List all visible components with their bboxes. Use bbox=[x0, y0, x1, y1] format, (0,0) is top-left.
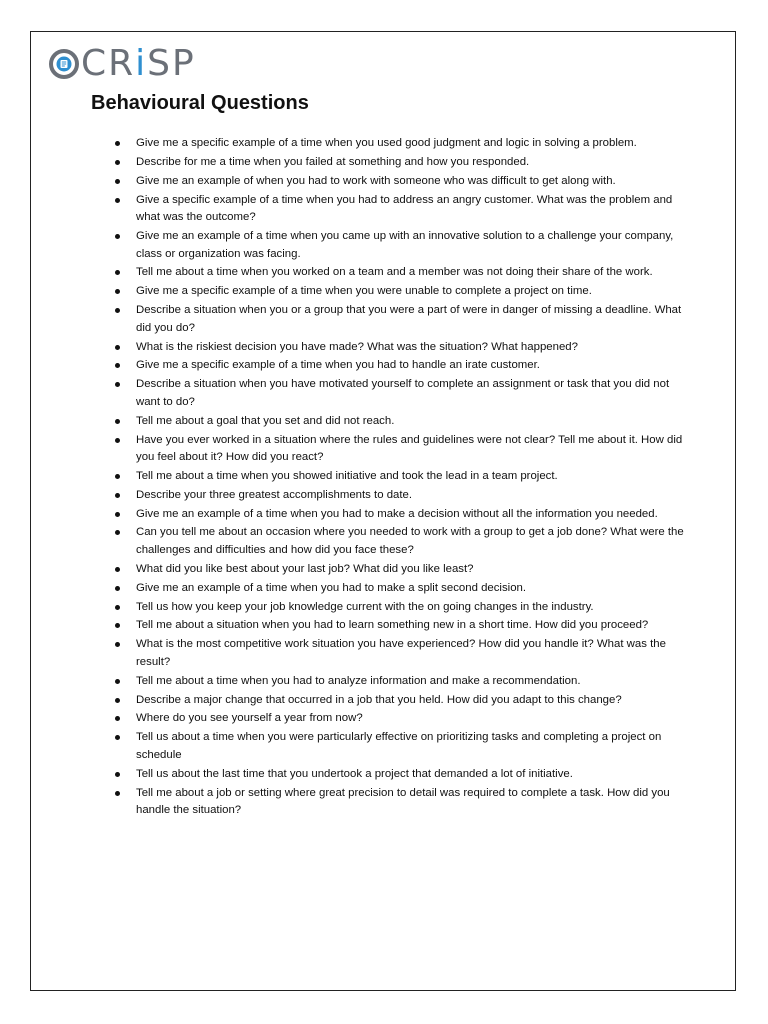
list-item: Can you tell me about an occasion where you needed to work with a group to get a job done? What were the challenges and difficulties and how did you face these? bbox=[136, 524, 684, 559]
list-item: Give me an example of a time when you came up with an innovative solution to a challenge your company, class or organization was facing. bbox=[136, 228, 684, 263]
list-item: Tell us about the last time that you undertook a project that demanded a lot of initiative. bbox=[136, 766, 684, 784]
list-item: Give me an example of a time when you had to make a decision without all the information you needed. bbox=[136, 506, 684, 524]
list-item: Describe a major change that occurred in a job that you held. How did you adapt to this change? bbox=[136, 692, 684, 710]
logo-text-i: i bbox=[135, 43, 148, 84]
list-item: Give me a specific example of a time when you had to handle an irate customer. bbox=[136, 357, 684, 375]
list-item: Have you ever worked in a situation where the rules and guidelines were not clear? Tell me about it. How did you feel about it? How did you react? bbox=[136, 432, 684, 467]
list-item: Where do you see yourself a year from now? bbox=[136, 710, 684, 728]
list-item: Tell me about a time when you worked on a team and a member was not doing their share of the work. bbox=[136, 264, 684, 282]
page-title: Behavioural Questions bbox=[91, 92, 309, 114]
list-item: Tell me about a time when you had to analyze information and make a recommendation. bbox=[136, 673, 684, 691]
document-page bbox=[30, 31, 736, 991]
crisp-logo-icon bbox=[49, 49, 79, 79]
list-item: Describe for me a time when you failed at something and how you responded. bbox=[136, 154, 684, 172]
list-item: Tell me about a time when you showed initiative and took the lead in a team project. bbox=[136, 468, 684, 486]
list-item: Describe a situation when you have motivated yourself to complete an assignment or task that you did not want to do? bbox=[136, 376, 684, 411]
list-item: Give a specific example of a time when you had to address an angry customer. What was the problem and what was the outcome? bbox=[136, 192, 684, 227]
list-item: Tell me about a goal that you set and did not reach. bbox=[136, 413, 684, 431]
list-item: What did you like best about your last job? What did you like least? bbox=[136, 561, 684, 579]
logo-text-end: SP bbox=[147, 43, 196, 84]
list-item: Tell me about a job or setting where great precision to detail was required to complete a task. How did you handle the situation? bbox=[136, 785, 684, 820]
list-item: Give me an example of when you had to work with someone who was difficult to get along with. bbox=[136, 173, 684, 191]
list-item: Tell me about a situation when you had to learn something new in a short time. How did you proceed? bbox=[136, 617, 684, 635]
list-item: Give me a specific example of a time when you were unable to complete a project on time. bbox=[136, 283, 684, 301]
list-item: Describe your three greatest accomplishments to date. bbox=[136, 487, 684, 505]
list-item: Give me a specific example of a time when you used good judgment and logic in solving a problem. bbox=[136, 135, 684, 153]
list-item: Tell us about a time when you were particularly effective on prioritizing tasks and completing a project on schedule bbox=[136, 729, 684, 764]
list-item: What is the most competitive work situation you have experienced? How did you handle it? What was the result? bbox=[136, 636, 684, 671]
logo-text-start: CR bbox=[81, 43, 136, 84]
list-item: Tell us how you keep your job knowledge current with the on going changes in the industry. bbox=[136, 599, 684, 617]
list-item: Give me an example of a time when you had to make a split second decision. bbox=[136, 580, 684, 598]
logo-wordmark bbox=[81, 44, 196, 84]
question-list bbox=[136, 135, 684, 821]
list-item: What is the riskiest decision you have made? What was the situation? What happened? bbox=[136, 339, 684, 357]
crisp-logo bbox=[49, 44, 196, 84]
list-item: Describe a situation when you or a group that you were a part of were in danger of missing a deadline. What did you do? bbox=[136, 302, 684, 337]
